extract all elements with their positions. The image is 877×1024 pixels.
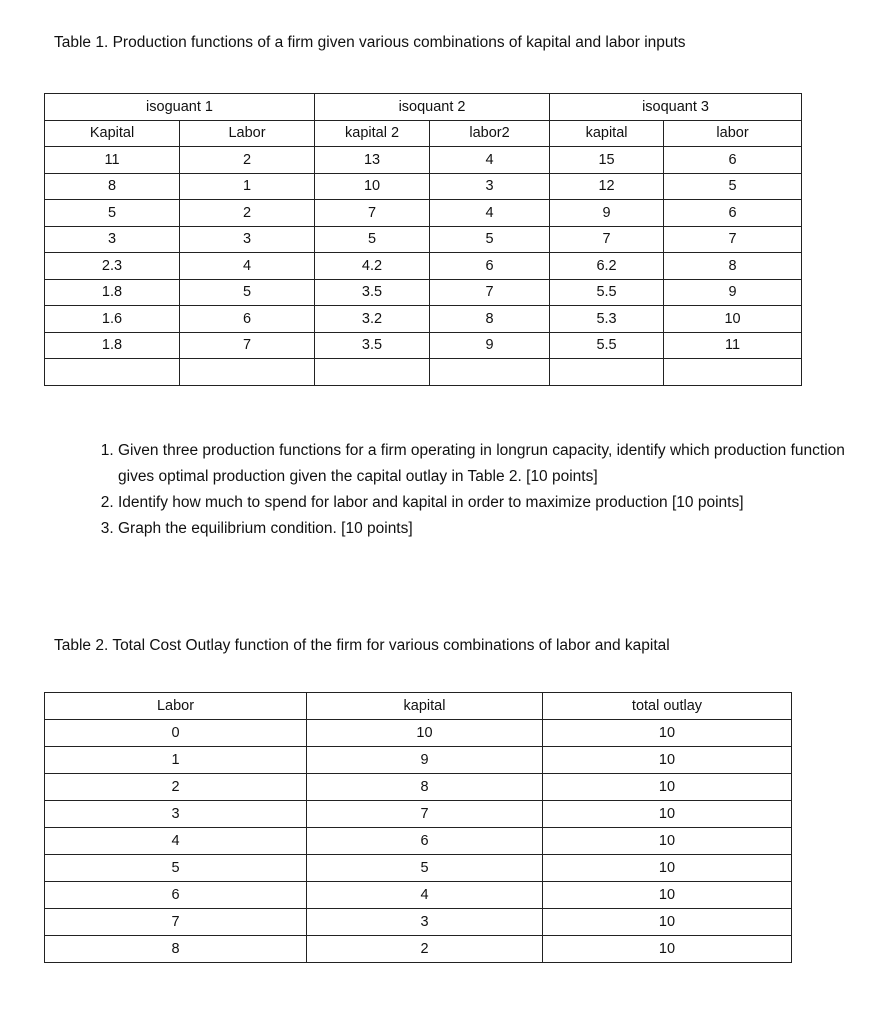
table-row [45,882,792,909]
cost-outlay-table [44,692,792,963]
table-cell: 5 [180,279,315,306]
question-3: 3. Graph the equilibrium condition. [10 points] [118,516,877,542]
table-cell: 15 [550,147,664,174]
isoquant-1-header: isoguant 1 [45,94,315,121]
table-cell: 10 [543,801,792,828]
table-cell: 3 [430,173,550,200]
table-row [45,173,802,200]
table-cell: 9 [307,747,543,774]
table-cell: 1.8 [45,279,180,306]
table-cell: 8 [45,173,180,200]
table-cell: 4 [307,882,543,909]
table-cell: 4 [180,253,315,280]
question-1: 1. Given three production functions for a firm operating in longrun capacity, identify which production function gives optimal production given the capital outlay in Table 2. [10 points] [118,438,877,490]
table-cell: 5 [430,226,550,253]
table-cell: 2.3 [45,253,180,280]
empty-cell [180,359,315,386]
table-cell: 6 [45,882,307,909]
table-cell: 3.5 [315,279,430,306]
table-row [45,253,802,280]
table-row [45,200,802,227]
table-row [45,936,792,963]
table-cell: 6 [430,253,550,280]
table-row [45,801,792,828]
table-cell: 10 [307,720,543,747]
isoquant-header-row [45,94,802,121]
empty-cell [430,359,550,386]
table-cell: 2 [307,936,543,963]
empty-cell [45,359,180,386]
table-row [45,226,802,253]
table-cell: 6 [307,828,543,855]
production-functions-table [44,93,802,386]
table-cell: 10 [543,828,792,855]
table-cell: 3 [180,226,315,253]
empty-cell [550,359,664,386]
table-cell: 7 [307,801,543,828]
table-cell: 12 [550,173,664,200]
table-cell: 0 [45,720,307,747]
table2-title: Table 2. Total Cost Outlay function of the firm for various combinations of labor and kapital [54,637,670,654]
table-cell: 4.2 [315,253,430,280]
table-cell: 5.3 [550,306,664,333]
empty-cell [664,359,802,386]
table-cell: 1.6 [45,306,180,333]
table-cell: 7 [550,226,664,253]
column-header: kapital [550,120,664,147]
table-cell: 8 [307,774,543,801]
table-cell: 2 [45,774,307,801]
table-cell: 6 [180,306,315,333]
table-cell: 4 [45,828,307,855]
table-cell: 3.2 [315,306,430,333]
table-cell: 10 [315,173,430,200]
table-cell: 9 [550,200,664,227]
table-row [45,279,802,306]
column-header: labor2 [430,120,550,147]
table-cell: 2 [180,147,315,174]
table-row [45,747,792,774]
table-cell: 11 [45,147,180,174]
table-cell: 2 [180,200,315,227]
table-cell: 1 [180,173,315,200]
table-row [45,332,802,359]
table-cell: 10 [543,909,792,936]
table-row [45,774,792,801]
table-cell: 10 [543,855,792,882]
table-cell: 4 [430,147,550,174]
column-header: labor [664,120,802,147]
table-row [45,909,792,936]
table-cell: 1.8 [45,332,180,359]
table-cell: 5.5 [550,279,664,306]
empty-cell [315,359,430,386]
table1-title: Table 1. Production functions of a firm given various combinations of kapital and labor inputs [54,34,686,51]
table-cell: 10 [543,882,792,909]
table-cell: 4 [430,200,550,227]
table-row [45,828,792,855]
isoquant-3-header: isoquant 3 [550,94,802,121]
table-cell: 5 [307,855,543,882]
isoquant-2-header: isoquant 2 [315,94,550,121]
table-cell: 3.5 [315,332,430,359]
table-cell: 3 [45,226,180,253]
table-cell: 6.2 [550,253,664,280]
table-row [45,147,802,174]
column-header: kapital [307,693,543,720]
table-cell: 10 [543,774,792,801]
table-cell: 5 [45,200,180,227]
question-list [84,438,877,542]
table-cell: 13 [315,147,430,174]
column-header-row [45,120,802,147]
table-cell: 7 [664,226,802,253]
column-header: kapital 2 [315,120,430,147]
column-header: Labor [45,693,307,720]
table-cell: 3 [45,801,307,828]
table-cell: 7 [180,332,315,359]
table-cell: 11 [664,332,802,359]
table-row [45,306,802,333]
table-cell: 7 [45,909,307,936]
table-cell: 7 [315,200,430,227]
table-cell: 10 [543,936,792,963]
table-cell: 10 [543,747,792,774]
table-cell: 1 [45,747,307,774]
column-header-row [45,693,792,720]
table-cell: 6 [664,147,802,174]
table-cell: 8 [45,936,307,963]
table-cell: 8 [430,306,550,333]
table-cell: 5 [45,855,307,882]
empty-row [45,359,802,386]
column-header: Labor [180,120,315,147]
table-row [45,720,792,747]
table-cell: 6 [664,200,802,227]
table-cell: 8 [664,253,802,280]
table-cell: 9 [664,279,802,306]
table-cell: 5 [315,226,430,253]
column-header: Kapital [45,120,180,147]
table-row [45,855,792,882]
table-cell: 10 [664,306,802,333]
table-cell: 9 [430,332,550,359]
question-2: 2. Identify how much to spend for labor and kapital in order to maximize production [10 points] [118,490,877,516]
table-cell: 5 [664,173,802,200]
table-cell: 10 [543,720,792,747]
table-cell: 3 [307,909,543,936]
table-cell: 7 [430,279,550,306]
table-cell: 5.5 [550,332,664,359]
column-header: total outlay [543,693,792,720]
